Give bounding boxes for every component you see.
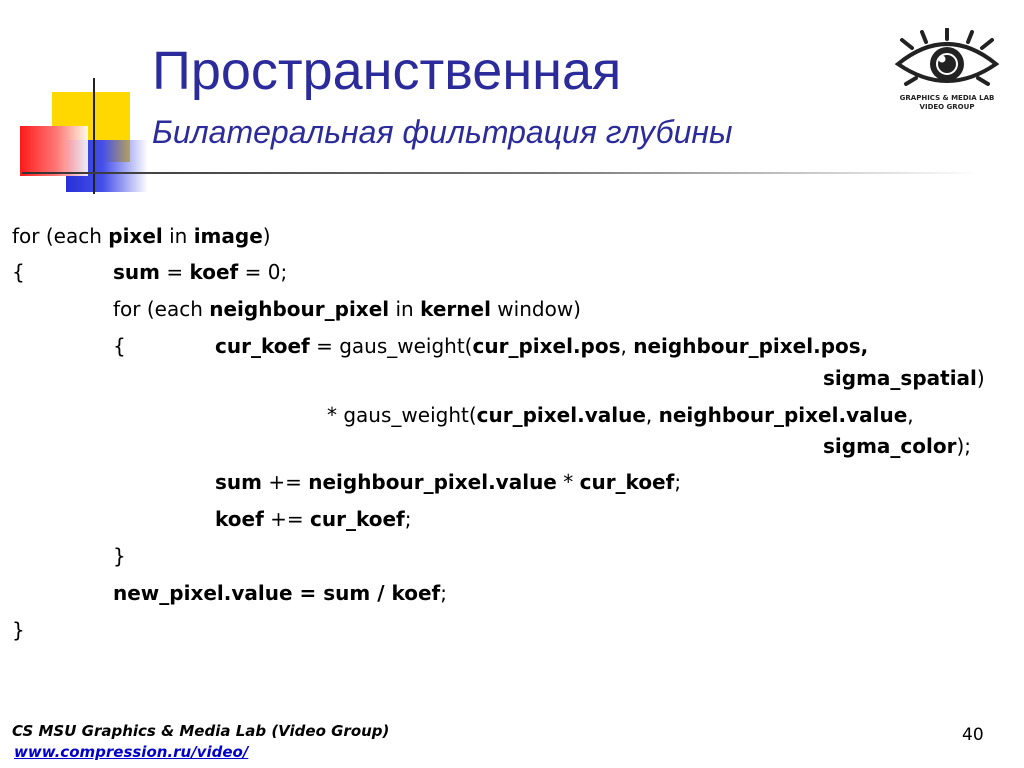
footer-url-link[interactable]: www.compression.ru/video/ <box>14 743 249 761</box>
code-line-4: cur_koef = gaus_weight(cur_pixel.pos, neighbour_pixel.pos, <box>215 334 869 358</box>
code-line-2: sum = koef = 0; <box>113 260 288 284</box>
code-line-4-brace: { <box>113 334 126 358</box>
code-line-7: sigma_color); <box>823 434 972 458</box>
code-line-1: for (each pixel in image) <box>12 224 271 248</box>
code-line-8: sum += neighbour_pixel.value * cur_koef; <box>215 470 682 494</box>
code-line-5: sigma_spatial) <box>823 366 985 390</box>
page-number: 40 <box>962 725 984 745</box>
footer-lab-name: CS MSU Graphics & Media Lab (Video Group) <box>12 722 390 740</box>
code-line-10-brace: } <box>113 544 126 568</box>
logo-text-line2: VIDEO GROUP <box>919 103 975 111</box>
code-line-3: for (each neighbour_pixel in kernel window) <box>113 297 581 321</box>
logo-text-line1: GRAPHICS & MEDIA LAB <box>899 94 995 102</box>
code-line-9: koef += cur_koef; <box>215 507 412 531</box>
code-line-12-brace: } <box>12 618 25 642</box>
code-line-6: * gaus_weight(cur_pixel.value, neighbour_pixel.value, <box>327 403 914 427</box>
slide-subtitle: Билатеральная фильтрация глубины <box>152 114 733 150</box>
code-line-11: new_pixel.value = sum / koef; <box>113 581 447 605</box>
code-line-2-brace: { <box>12 260 25 284</box>
slide-title: Пространственная <box>152 41 622 101</box>
